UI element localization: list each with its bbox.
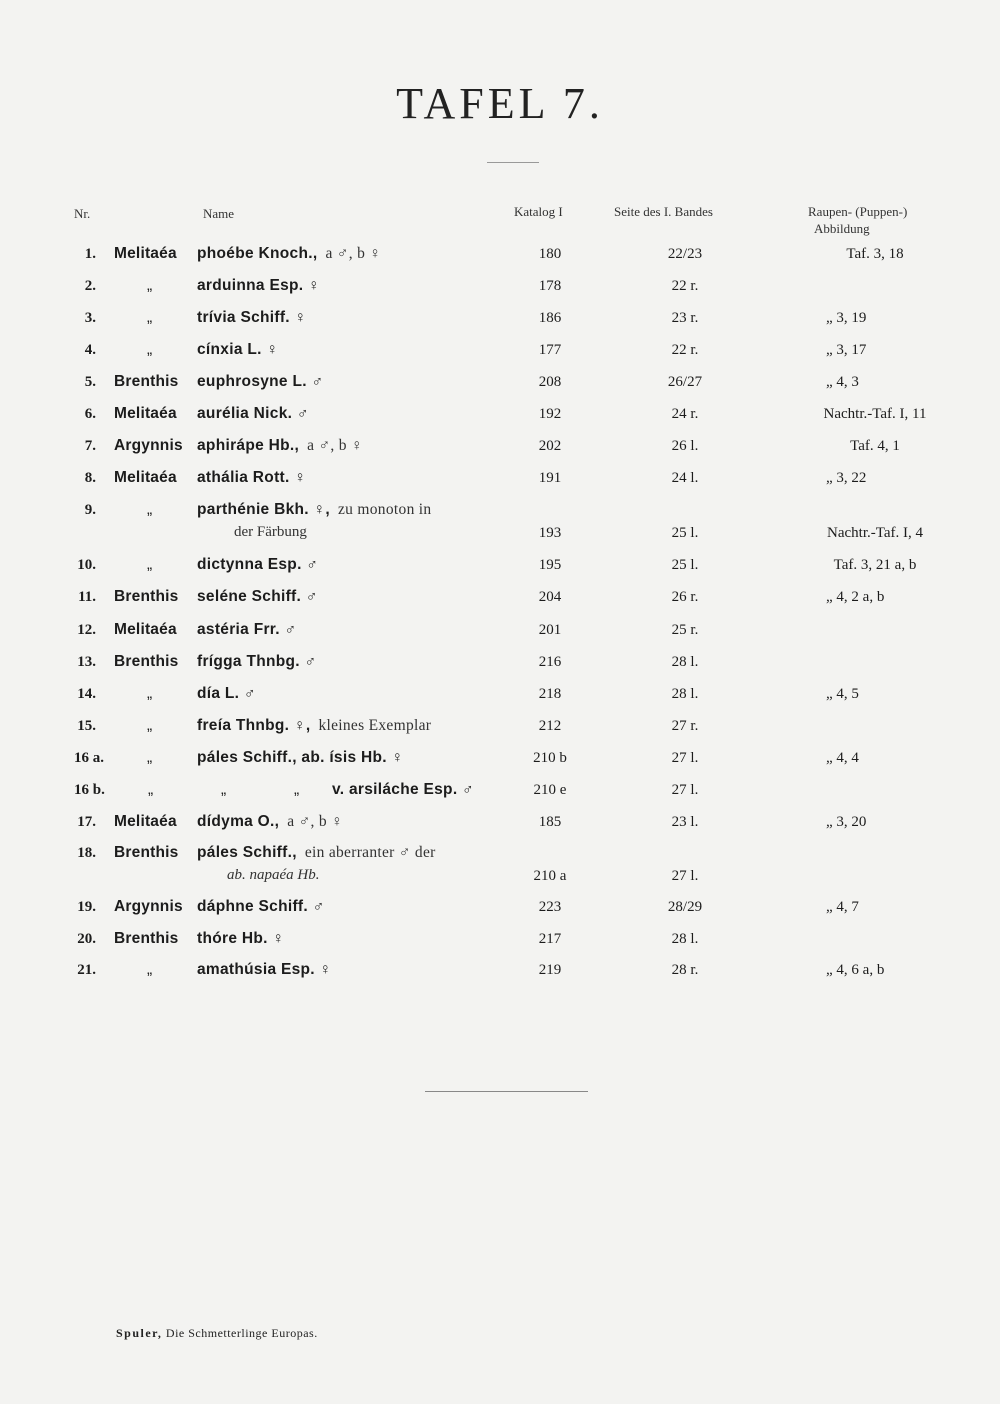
genus-name: Brenthis bbox=[114, 653, 179, 670]
page-reference: 22/23 bbox=[667, 246, 703, 262]
species-name bbox=[197, 588, 318, 606]
row-number: 5. bbox=[84, 374, 96, 390]
species-extra: a ♂, b ♀ bbox=[287, 813, 344, 830]
species-label: aurélia Nick. ♂ bbox=[197, 405, 309, 422]
caterpillar-figure: „ 3, 22 bbox=[826, 470, 867, 486]
species-extra: ein aberranter ♂ der bbox=[304, 844, 436, 861]
katalog-number: 210 b bbox=[533, 750, 567, 766]
table-row bbox=[0, 898, 1000, 930]
genus-name: Melitaéa bbox=[114, 621, 177, 638]
katalog-number: 191 bbox=[538, 470, 562, 486]
katalog-number: 195 bbox=[538, 557, 562, 573]
caterpillar-figure: „ 3, 20 bbox=[826, 814, 867, 830]
genus-name: „ bbox=[147, 341, 153, 358]
species-name bbox=[197, 245, 381, 263]
footer-text: Die Schmetterlinge Europas. bbox=[165, 1326, 318, 1340]
katalog-number: 186 bbox=[538, 310, 562, 326]
bottom-rule bbox=[425, 1091, 588, 1092]
table-row bbox=[0, 717, 1000, 749]
footer bbox=[116, 1326, 318, 1341]
table-row bbox=[0, 844, 1000, 876]
genus-name: „ bbox=[147, 717, 153, 734]
table-row bbox=[0, 749, 1000, 781]
table-row bbox=[0, 556, 1000, 588]
species-label: dictynna Esp. ♂ bbox=[197, 556, 319, 573]
katalog-number: 202 bbox=[538, 438, 562, 454]
katalog-number: 212 bbox=[538, 718, 562, 734]
katalog-number: 210 e bbox=[533, 782, 567, 798]
species-name bbox=[197, 556, 318, 574]
species-label: trívia Schiff. ♀ bbox=[197, 309, 307, 326]
genus-name: Melitaéa bbox=[114, 813, 177, 830]
page-reference: 28 l. bbox=[671, 686, 699, 702]
species-name bbox=[197, 685, 256, 703]
table-row bbox=[0, 813, 1000, 845]
species-name bbox=[197, 844, 436, 862]
genus-name: Argynnis bbox=[114, 898, 183, 915]
caterpillar-figure: „ 4, 6 a, b bbox=[826, 962, 885, 978]
caterpillar-figure: Taf. 4, 1 bbox=[850, 438, 900, 454]
table-row bbox=[0, 469, 1000, 501]
row-number: 10. bbox=[77, 557, 96, 573]
species-name bbox=[197, 437, 363, 455]
row-number: 9. bbox=[84, 502, 96, 518]
katalog-number: 219 bbox=[538, 962, 562, 978]
species-extra: kleines Exemplar bbox=[318, 717, 432, 734]
species-name bbox=[197, 469, 306, 487]
caterpillar-figure: „ 4, 4 bbox=[826, 750, 859, 766]
species-label: frígga Thnbg. ♂ bbox=[197, 653, 317, 670]
species-label: cínxia L. ♀ bbox=[197, 341, 279, 358]
species-label: astéria Frr. ♂ bbox=[197, 621, 297, 638]
page-reference: 22 r. bbox=[671, 342, 699, 358]
row-number: 12. bbox=[77, 622, 96, 638]
katalog-number: 208 bbox=[538, 374, 562, 390]
header-katalog: Katalog I bbox=[514, 204, 563, 219]
row-number: 1. bbox=[84, 246, 96, 262]
header-raupen-line1: Raupen- (Puppen-) bbox=[808, 204, 908, 219]
species-label: dáphne Schiff. ♂ bbox=[197, 898, 325, 915]
katalog-number: 180 bbox=[538, 246, 562, 262]
page-reference: 25 r. bbox=[671, 622, 699, 638]
genus-name: Argynnis bbox=[114, 437, 183, 454]
genus-name: „ bbox=[147, 501, 153, 518]
species-extra: zu monoton in bbox=[338, 501, 432, 518]
genus-name: Melitaéa bbox=[114, 405, 177, 422]
genus-name: Brenthis bbox=[114, 373, 179, 390]
page-reference: 28 l. bbox=[671, 931, 699, 947]
species-name bbox=[197, 930, 284, 948]
genus-name: Brenthis bbox=[114, 588, 179, 605]
page-reference: 27 l. bbox=[671, 750, 699, 766]
species-label: parthénie Bkh. ♀, bbox=[197, 501, 330, 518]
table-row bbox=[0, 930, 1000, 962]
species-label: freía Thnbg. ♀, bbox=[197, 717, 311, 734]
table-row bbox=[0, 621, 1000, 653]
row-number: 7. bbox=[84, 438, 96, 454]
page-reference: 26/27 bbox=[667, 374, 703, 390]
continuation-row9-katalog: 193 bbox=[538, 525, 562, 541]
species-label: seléne Schiff. ♂ bbox=[197, 588, 318, 605]
table-row bbox=[0, 781, 1000, 813]
page-reference: 27 l. bbox=[671, 782, 699, 798]
page-reference: 28 r. bbox=[671, 962, 699, 978]
katalog-number: 218 bbox=[538, 686, 562, 702]
genus-name: „ bbox=[147, 556, 153, 573]
row-number: 16 b. bbox=[74, 782, 105, 798]
caterpillar-figure: „ 4, 3 bbox=[826, 374, 859, 390]
row-number: 4. bbox=[84, 342, 96, 358]
row-number: 14. bbox=[77, 686, 96, 702]
title-rule bbox=[487, 162, 539, 163]
katalog-number: 217 bbox=[538, 931, 562, 947]
page-reference: 22 r. bbox=[671, 278, 699, 294]
genus-name: „ bbox=[147, 749, 153, 766]
page-reference: 26 l. bbox=[671, 438, 699, 454]
row-number: 3. bbox=[84, 310, 96, 326]
species-label: día L. ♂ bbox=[197, 685, 256, 702]
genus-name: „ bbox=[147, 309, 153, 326]
caterpillar-figure: „ 4, 5 bbox=[826, 686, 859, 702]
row-number: 18. bbox=[77, 845, 96, 861]
continuation-row18-katalog: 210 a bbox=[533, 868, 567, 884]
genus-name: „ bbox=[147, 685, 153, 702]
row-number: 17. bbox=[77, 814, 96, 830]
species-name bbox=[197, 309, 306, 327]
species-name bbox=[197, 373, 323, 391]
genus-name: „ bbox=[147, 961, 153, 978]
continuation-row18-seite: 27 l. bbox=[671, 868, 699, 884]
header-raupen-line2: Abbildung bbox=[814, 221, 870, 236]
page-title: TAFEL 7. bbox=[396, 79, 604, 128]
genus-name: „ bbox=[147, 277, 153, 294]
header-name: Name bbox=[203, 206, 235, 221]
caterpillar-figure: „ 4, 7 bbox=[826, 899, 859, 915]
species-name bbox=[197, 501, 431, 519]
footer-author: Spuler, bbox=[116, 1326, 163, 1340]
genus-name: Brenthis bbox=[114, 930, 179, 947]
table-row bbox=[0, 961, 1000, 993]
genus-name: Brenthis bbox=[114, 844, 179, 861]
caterpillar-figure: „ 3, 17 bbox=[826, 342, 867, 358]
page-reference: 28/29 bbox=[667, 899, 703, 915]
genus-name: Melitaéa bbox=[114, 469, 177, 486]
row-number: 15. bbox=[77, 718, 96, 734]
species-name bbox=[197, 961, 331, 979]
katalog-number: 204 bbox=[538, 589, 562, 605]
katalog-number: 216 bbox=[538, 654, 562, 670]
species-extra: a ♂, b ♀ bbox=[325, 245, 382, 262]
katalog-number: 223 bbox=[538, 899, 562, 915]
table-row bbox=[0, 341, 1000, 373]
table-row bbox=[0, 309, 1000, 341]
continuation-row9: der Färbung bbox=[234, 524, 307, 540]
table-row bbox=[0, 245, 1000, 277]
species-label: thóre Hb. ♀ bbox=[197, 930, 285, 947]
species-name bbox=[197, 813, 343, 831]
species-name bbox=[332, 781, 474, 799]
species-label: euphrosyne L. ♂ bbox=[197, 373, 324, 390]
page-reference: 27 r. bbox=[671, 718, 699, 734]
row-number: 2. bbox=[84, 278, 96, 294]
table-row bbox=[0, 405, 1000, 437]
table-row bbox=[0, 685, 1000, 717]
species-label: athália Rott. ♀ bbox=[197, 469, 307, 486]
species-label: dídyma O., bbox=[197, 813, 280, 830]
species-label: aphirápe Hb., bbox=[197, 437, 300, 454]
species-name bbox=[197, 749, 403, 767]
katalog-number: 177 bbox=[538, 342, 562, 358]
continuation-row9-raupen: Nachtr.-Taf. I, 4 bbox=[827, 525, 923, 541]
species-label: amathúsia Esp. ♀ bbox=[197, 961, 332, 978]
page-reference: 26 r. bbox=[671, 589, 699, 605]
table-row bbox=[0, 373, 1000, 405]
katalog-number: 178 bbox=[538, 278, 562, 294]
species-label: arduinna Esp. ♀ bbox=[197, 277, 320, 294]
species-name bbox=[197, 653, 316, 671]
table-row bbox=[0, 277, 1000, 309]
row-number: 6. bbox=[84, 406, 96, 422]
page-reference: 24 l. bbox=[671, 470, 699, 486]
caterpillar-figure: „ 4, 2 a, b bbox=[826, 589, 885, 605]
species-name bbox=[197, 341, 278, 359]
table-row bbox=[0, 588, 1000, 620]
species-extra: a ♂, b ♀ bbox=[307, 437, 363, 454]
species-name bbox=[197, 277, 320, 295]
species-name bbox=[197, 621, 296, 639]
genus-name: „ „ „ bbox=[148, 781, 306, 798]
species-name bbox=[197, 898, 325, 916]
row-number: 21. bbox=[77, 962, 96, 978]
species-name bbox=[197, 405, 309, 423]
continuation-row9-seite: 25 l. bbox=[671, 525, 699, 541]
katalog-number: 201 bbox=[538, 622, 562, 638]
species-label: páles Schiff., ab. ísis Hb. ♀ bbox=[197, 749, 404, 766]
row-number: 11. bbox=[78, 589, 96, 605]
page-reference: 25 l. bbox=[671, 557, 699, 573]
row-number: 13. bbox=[77, 654, 96, 670]
header-nr: Nr. bbox=[74, 206, 91, 221]
row-number: 8. bbox=[84, 470, 96, 486]
table-row bbox=[0, 437, 1000, 469]
row-number: 19. bbox=[77, 899, 96, 915]
katalog-number: 192 bbox=[538, 406, 562, 422]
katalog-number: 185 bbox=[538, 814, 562, 830]
page-reference: 24 r. bbox=[671, 406, 699, 422]
caterpillar-figure: Nachtr.-Taf. I, 11 bbox=[823, 406, 927, 422]
table-row bbox=[0, 653, 1000, 685]
page-reference: 23 r. bbox=[671, 310, 699, 326]
genus-name: Melitaéa bbox=[114, 245, 177, 262]
continuation-row18: ab. napaéa Hb. bbox=[227, 867, 320, 883]
caterpillar-figure: Taf. 3, 21 a, b bbox=[833, 557, 917, 573]
row-number: 16 a. bbox=[74, 750, 104, 766]
species-label: v. arsiláche Esp. ♂ bbox=[332, 781, 474, 798]
header-seite: Seite des I. Bandes bbox=[614, 204, 713, 219]
species-name bbox=[197, 717, 431, 735]
species-label: phoébe Knoch., bbox=[197, 245, 318, 262]
row-number: 20. bbox=[77, 931, 96, 947]
caterpillar-figure: „ 3, 19 bbox=[826, 310, 867, 326]
caterpillar-figure: Taf. 3, 18 bbox=[846, 246, 904, 262]
species-label: páles Schiff., bbox=[197, 844, 297, 861]
page-reference: 23 l. bbox=[671, 814, 699, 830]
page-reference: 28 l. bbox=[671, 654, 699, 670]
